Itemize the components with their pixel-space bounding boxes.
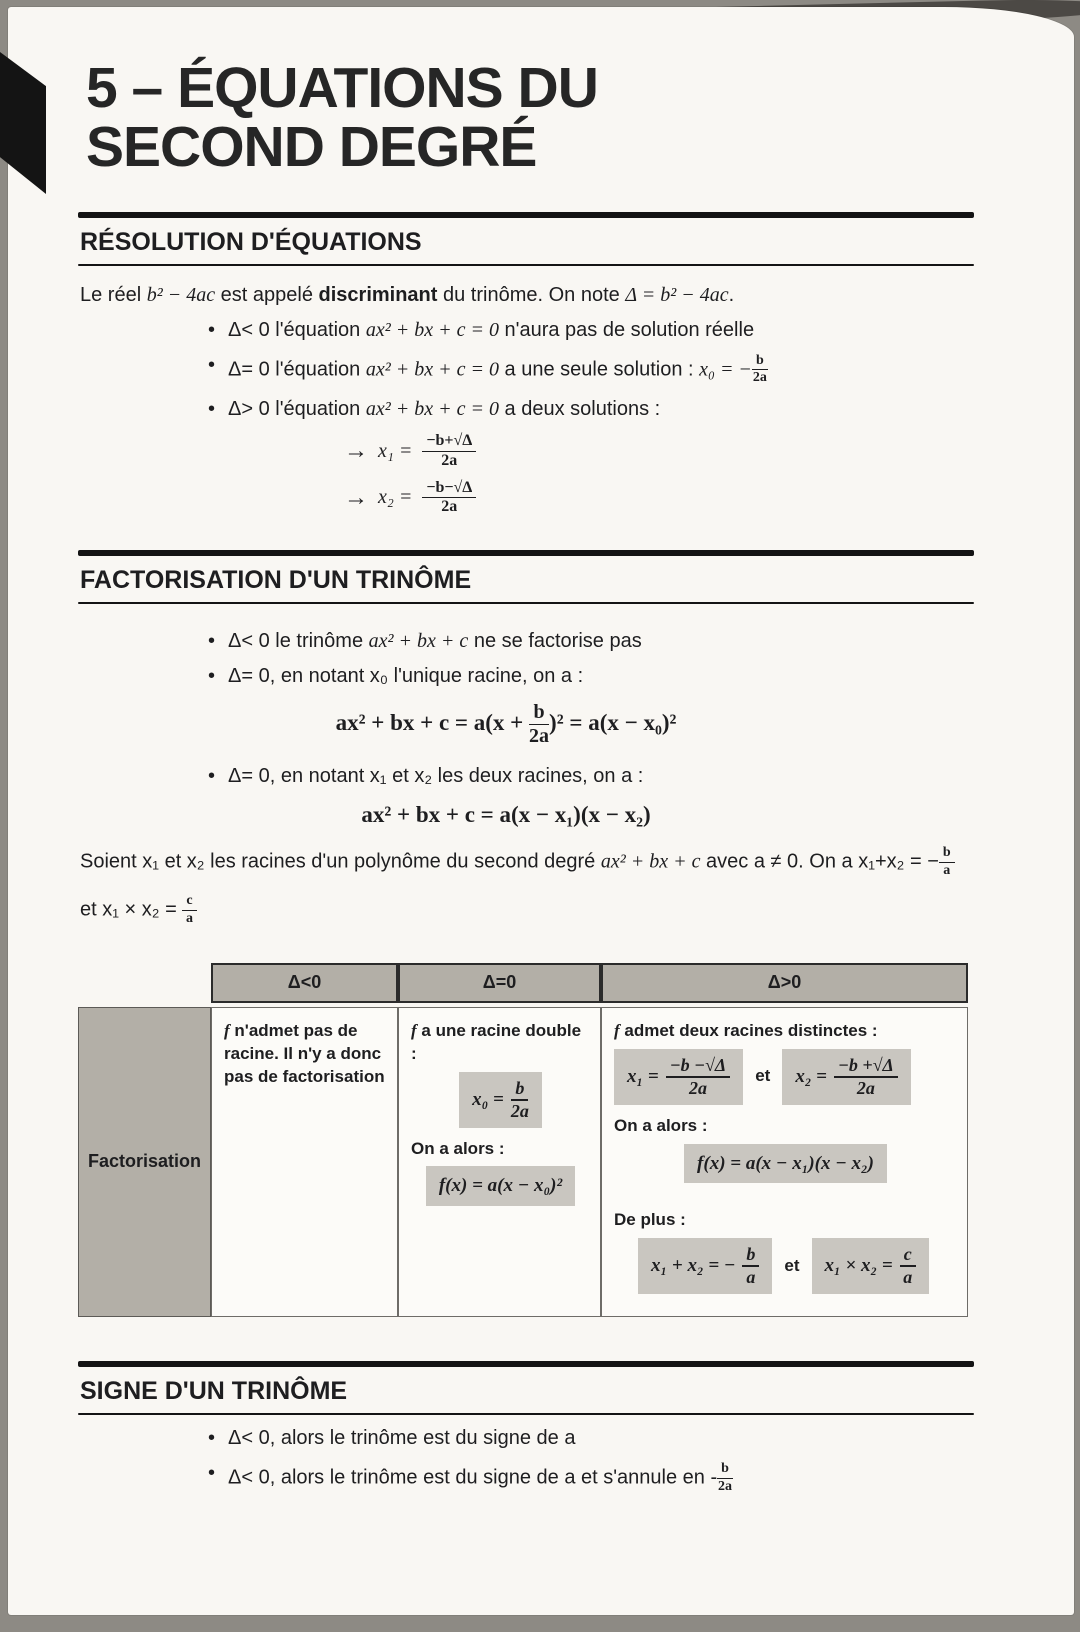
vieta-paragraph-2 bbox=[80, 894, 974, 926]
fraction-denominator: 2a bbox=[718, 1478, 733, 1494]
arrow-icon: → bbox=[344, 483, 368, 511]
bullet-delta-positive bbox=[208, 398, 974, 421]
formula-box-product bbox=[812, 1238, 929, 1294]
roots-box-row bbox=[614, 1049, 957, 1105]
fraction-denominator: 2a bbox=[441, 451, 458, 469]
fraction-numerator: −b +√Δ bbox=[834, 1056, 898, 1078]
formula-box-wrapper bbox=[614, 1144, 957, 1184]
text-run: Δ< 0, alors le trinôme est du signe de a et s'annule en - bbox=[228, 1466, 718, 1489]
text-run: l'équation bbox=[269, 318, 366, 341]
fraction bbox=[742, 1245, 759, 1287]
solution-x2 bbox=[344, 480, 974, 517]
formula-box-sum bbox=[638, 1238, 772, 1294]
math-run: ax² + bx + c = a(x − x₁)(x − x₂) bbox=[361, 802, 651, 828]
signe-bullets bbox=[208, 1427, 974, 1494]
section-rule-bottom bbox=[78, 602, 974, 604]
factorisation-table bbox=[78, 963, 968, 1317]
table-header-delta-positive: Δ>0 bbox=[601, 963, 968, 1003]
text-run: n'aura pas de solution réelle bbox=[498, 318, 755, 341]
section-signe bbox=[78, 1361, 974, 1494]
text-run: Δ= 0, bbox=[228, 665, 276, 688]
text-run: Δ= 0 bbox=[228, 358, 270, 380]
table-corner-empty bbox=[78, 963, 211, 1003]
formula-box-fx-two-roots bbox=[684, 1144, 887, 1184]
table-cell-delta-positive bbox=[601, 1007, 968, 1317]
fraction bbox=[529, 702, 549, 747]
cell-text: De plus : bbox=[614, 1210, 686, 1230]
math-run: Δ = b² − 4ac bbox=[625, 283, 729, 306]
formula-box-wrapper bbox=[411, 1166, 590, 1206]
table-cell-delta-zero bbox=[398, 1007, 601, 1317]
fraction-numerator: c bbox=[900, 1245, 916, 1267]
formula-box-x0 bbox=[459, 1072, 542, 1128]
section-heading-resolution: RÉSOLUTION D'ÉQUATIONS bbox=[80, 227, 422, 256]
fraction-denominator: a bbox=[943, 862, 951, 878]
text-run: a une seule solution : bbox=[498, 358, 700, 380]
solutions-list bbox=[344, 433, 974, 516]
table-header-delta-zero: Δ=0 bbox=[398, 963, 601, 1003]
fraction-denominator: a bbox=[746, 1266, 756, 1287]
section-rule-top bbox=[78, 212, 974, 218]
text-run: admet deux racines distinctes : bbox=[619, 1020, 878, 1040]
page-content bbox=[8, 56, 1074, 1494]
text-run: avec a ≠ 0. On a x₁+x₂ = − bbox=[700, 850, 939, 873]
text-run: Soient x₁ et x₂ les racines d'un polynôme du second degré bbox=[80, 850, 601, 873]
resolution-bullets bbox=[208, 319, 974, 421]
fraction-denominator: 2a bbox=[510, 1100, 529, 1121]
text-run: en notant x₀ l'unique racine, on a : bbox=[275, 665, 584, 688]
math-run: x₀ = − bbox=[699, 358, 752, 380]
fraction bbox=[422, 480, 476, 517]
fraction-numerator: −b −√Δ bbox=[666, 1056, 730, 1078]
section-rule-top bbox=[78, 1361, 974, 1367]
fraction-numerator: −b+√Δ bbox=[422, 433, 476, 452]
math-run: f bbox=[614, 1020, 620, 1040]
fraction bbox=[717, 1462, 733, 1494]
factored-formula-double-root bbox=[78, 702, 934, 747]
text-run: et bbox=[755, 1066, 771, 1086]
cell-text bbox=[411, 1020, 590, 1066]
fraction-numerator: −b−√Δ bbox=[422, 480, 476, 499]
cell-text bbox=[614, 1020, 957, 1043]
math-run: x₁ = bbox=[627, 1065, 659, 1087]
text-run: Δ< 0, alors le trinôme est du signe de a bbox=[228, 1426, 576, 1449]
text-run: l'équation bbox=[269, 397, 366, 420]
factorisation-bullets-2 bbox=[208, 765, 974, 788]
fraction-numerator: c bbox=[182, 894, 196, 911]
cell-text bbox=[224, 1020, 387, 1089]
text-run: Δ> 0 bbox=[228, 397, 270, 420]
fraction bbox=[752, 354, 768, 386]
math-run: x₁ × x₂ = bbox=[824, 1255, 893, 1277]
section-factorisation bbox=[78, 550, 974, 1317]
fraction-denominator: 2a bbox=[752, 370, 767, 386]
section-rule-bottom bbox=[78, 1413, 974, 1415]
fraction-numerator: b bbox=[529, 702, 548, 725]
math-run: x₂ = bbox=[795, 1065, 828, 1087]
fraction bbox=[511, 1079, 529, 1121]
math-run: f(x) = a(x − x₀)² bbox=[438, 1175, 563, 1197]
math-run: b² − 4ac bbox=[146, 283, 216, 306]
discriminant-paragraph bbox=[80, 284, 974, 307]
fraction-denominator: 2a bbox=[529, 725, 550, 748]
table-header-delta-negative: Δ<0 bbox=[211, 963, 398, 1003]
document-page bbox=[8, 7, 1074, 1615]
math-run: ax² + bx + c = 0 bbox=[365, 358, 499, 380]
text-run: a deux solutions : bbox=[498, 397, 661, 420]
fraction bbox=[182, 894, 196, 926]
math-run: x₁ + x₂ = − bbox=[651, 1255, 736, 1277]
factorisation-bullets bbox=[208, 630, 974, 688]
bullet-sign-2 bbox=[208, 1462, 974, 1494]
text-run: et x₁ × x₂ = bbox=[80, 898, 183, 921]
discriminant-term: discriminant bbox=[318, 283, 438, 306]
section-heading-signe: SIGNE D'UN TRINÔME bbox=[80, 1376, 348, 1405]
math-run: ax² + bx + c = 0 bbox=[365, 397, 499, 420]
formula-box-fx-double bbox=[426, 1166, 575, 1206]
text-run: est appelé bbox=[215, 283, 319, 306]
fraction-denominator: 2a bbox=[441, 498, 458, 516]
formula-box-x1 bbox=[614, 1049, 743, 1105]
math-run: f(x) = a(x − x₁)(x − x₂) bbox=[697, 1152, 874, 1174]
math-run: )² = a(x − x₀)² bbox=[549, 709, 677, 735]
fraction-numerator: b bbox=[717, 1462, 733, 1479]
fraction-numerator: b bbox=[752, 354, 768, 371]
math-run: f bbox=[411, 1020, 417, 1040]
bullet-delta-zero bbox=[208, 354, 974, 386]
text-run: n'admet pas de racine. Il n'y a donc pas de factorisation bbox=[224, 1020, 385, 1086]
math-run: ax² + bx + c bbox=[368, 630, 469, 653]
math-run: x₁ = bbox=[378, 439, 413, 462]
section-rule-top bbox=[78, 550, 974, 556]
vieta-paragraph bbox=[80, 846, 974, 878]
math-run: ax² + bx + c = 0 bbox=[365, 318, 499, 341]
bullet-delta-zero bbox=[208, 665, 974, 688]
fraction-denominator: a bbox=[185, 911, 193, 927]
cell-text: On a alors : bbox=[614, 1115, 708, 1135]
section-heading-factorisation: FACTORISATION D'UN TRINÔME bbox=[80, 566, 472, 595]
fraction-numerator: b bbox=[939, 846, 955, 863]
text-run: . bbox=[728, 283, 735, 306]
text-run: ne se factorise pas bbox=[468, 630, 642, 653]
text-run: du trinôme. On note bbox=[437, 283, 626, 306]
text-run: l'équation bbox=[269, 358, 366, 380]
text-run: Le réel bbox=[80, 283, 147, 306]
text-run: Δ< 0 bbox=[228, 630, 270, 653]
math-run: x₂ = bbox=[378, 486, 413, 509]
math-run: ax² + bx + c bbox=[600, 850, 701, 873]
fraction bbox=[422, 433, 476, 470]
fraction-denominator: 2a bbox=[856, 1077, 875, 1098]
arrow-icon: → bbox=[344, 437, 368, 465]
fraction-denominator: a bbox=[903, 1266, 913, 1287]
table-cell-delta-negative bbox=[211, 1007, 398, 1317]
bullet-delta-positive bbox=[208, 765, 974, 788]
bullet-delta-negative bbox=[208, 319, 974, 342]
text-run: et bbox=[784, 1255, 800, 1275]
fraction bbox=[834, 1056, 898, 1098]
bullet-delta-negative bbox=[208, 630, 974, 653]
formula-box-wrapper bbox=[411, 1072, 590, 1128]
fraction bbox=[666, 1056, 730, 1098]
section-rule-bottom bbox=[78, 264, 974, 266]
formula-box-x2 bbox=[782, 1049, 911, 1105]
cell-text: On a alors : bbox=[411, 1138, 505, 1158]
math-run: x₀ = bbox=[472, 1088, 504, 1110]
section-resolution bbox=[78, 212, 974, 517]
text-run: Δ< 0 bbox=[228, 318, 270, 341]
table-row-label: Factorisation bbox=[78, 1007, 211, 1317]
text-run: Δ= 0, bbox=[228, 765, 276, 788]
solution-x1 bbox=[344, 433, 974, 470]
fraction-numerator: b bbox=[511, 1079, 528, 1101]
math-run: ax² + bx + c = a(x + bbox=[335, 709, 524, 735]
fraction-numerator: b bbox=[742, 1245, 759, 1267]
vieta-box-row bbox=[638, 1238, 957, 1294]
factored-formula-two-roots bbox=[78, 802, 934, 828]
fraction-denominator: 2a bbox=[688, 1077, 707, 1098]
text-run: le trinôme bbox=[269, 630, 369, 653]
bullet-sign-1 bbox=[208, 1427, 974, 1450]
page-title: 5 – ÉQUATIONS DU SECOND DEGRÉ bbox=[86, 56, 598, 180]
text-run: a une racine double : bbox=[411, 1020, 582, 1063]
text-run: en notant x₁ et x₂ les deux racines, on a : bbox=[275, 765, 644, 788]
fraction bbox=[939, 846, 955, 878]
math-run: f bbox=[224, 1020, 230, 1040]
fraction bbox=[900, 1245, 916, 1287]
